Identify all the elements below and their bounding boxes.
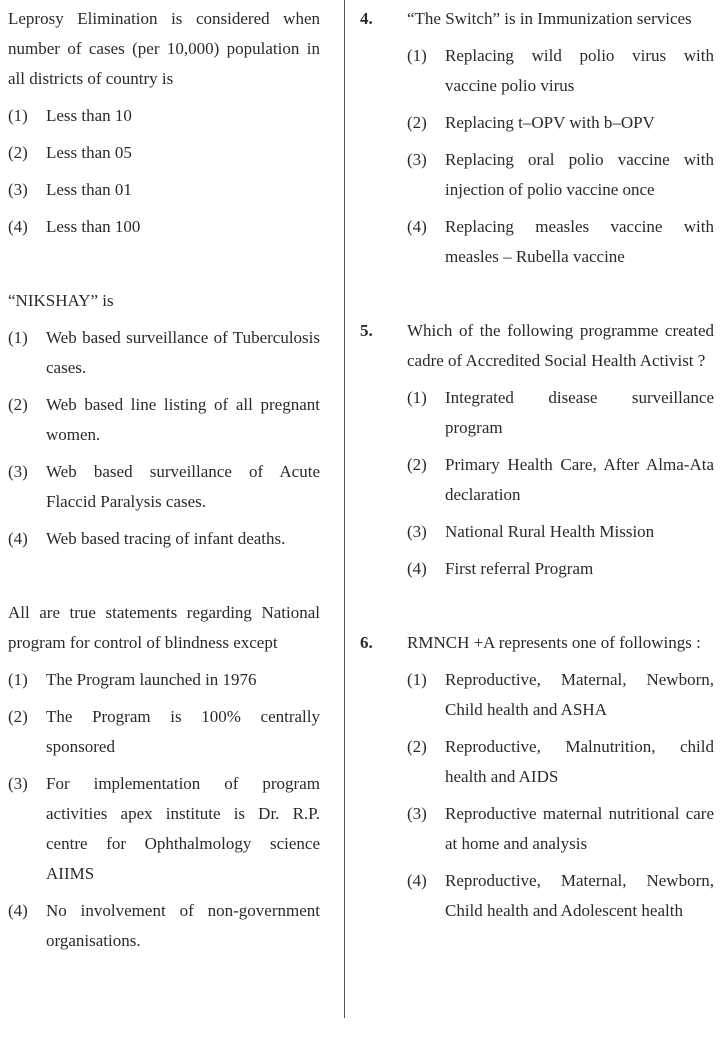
option-text: Reproductive, Malnutrition, child health and AIDS [445,737,714,786]
option-number: (3) [407,522,427,541]
option-2 [8,390,320,450]
question-text: RMNCH +A represents one of followings : [407,633,701,652]
option-2 [407,732,714,792]
option-text: Reproductive maternal nutritional care at home and analysis [445,804,714,853]
question-text: Which of the following programme created cadre of Accredited Social Health Activist ? [407,321,714,370]
option-4 [407,212,714,272]
option-text: Replacing oral polio vaccine with injection of polio vaccine once [445,150,714,199]
option-text: Replacing t–OPV with b–OPV [445,113,655,132]
question-text: All are true statements regarding National program for control of blindness except [8,603,320,652]
option-number: (1) [8,328,28,347]
option-3 [8,769,320,889]
option-number: (3) [8,774,28,793]
option-3 [407,799,714,859]
option-number: (4) [407,559,427,578]
question-6 [360,628,714,926]
option-1 [407,41,714,101]
option-3 [8,175,320,205]
option-number: (2) [8,395,28,414]
option-text: Less than 10 [46,106,132,125]
question-number: 6. [360,633,373,652]
option-number: (1) [8,106,28,125]
option-4 [8,524,320,554]
option-number: (1) [8,670,28,689]
option-text: Less than 05 [46,143,132,162]
option-text: Web based surveillance of Acute Flaccid Paralysis cases. [46,462,320,511]
option-number: (3) [8,180,28,199]
option-number: (3) [8,462,28,481]
left-column [8,4,320,956]
question-2 [8,286,320,554]
question-5 [360,316,714,584]
option-text: Reproductive, Maternal, Newborn, Child health and Adolescent health [445,871,714,920]
option-2 [8,138,320,168]
option-3 [407,145,714,205]
option-4 [8,896,320,956]
option-number: (3) [407,150,427,169]
option-text: Replacing measles vaccine with measles – Rubella vaccine [445,217,714,266]
column-divider [344,0,345,1018]
question-4 [360,4,714,272]
option-text: National Rural Health Mission [445,522,655,541]
option-number: (1) [407,46,427,65]
option-2 [8,702,320,762]
option-4 [407,866,714,926]
option-number: (2) [407,737,427,756]
option-text: The Program launched in 1976 [46,670,257,689]
option-number: (4) [8,529,28,548]
option-number: (4) [8,901,28,920]
option-number: (2) [8,143,28,162]
question-text: “The Switch” is in Immunization services [407,9,692,28]
option-number: (2) [407,455,427,474]
option-text: Replacing wild polio virus with vaccine polio virus [445,46,714,95]
question-3 [8,598,320,956]
option-1 [407,383,714,443]
option-number: (4) [8,217,28,236]
option-number: (4) [407,217,427,236]
option-text: Primary Health Care, After Alma-Ata declaration [445,455,714,504]
question-number: 4. [360,9,373,28]
option-1 [8,323,320,383]
option-number: (4) [407,871,427,890]
option-3 [407,517,714,547]
option-text: Integrated disease surveillance program [445,388,714,437]
right-column [360,4,714,926]
option-text: Reproductive, Maternal, Newborn, Child health and ASHA [445,670,714,719]
option-number: (2) [8,707,28,726]
option-text: Less than 01 [46,180,132,199]
option-1 [407,665,714,725]
question-text: Leprosy Elimination is considered when number of cases (per 10,000) population in all districts of country is [8,9,320,88]
option-4 [8,212,320,242]
question-number: 5. [360,321,373,340]
question-text: “NIKSHAY” is [8,291,114,310]
option-text: Web based line listing of all pregnant women. [46,395,320,444]
option-2 [407,108,714,138]
option-text: Web based tracing of infant deaths. [46,529,286,548]
option-text: Less than 100 [46,217,141,236]
option-text: The Program is 100% centrally sponsored [46,707,320,756]
option-number: (1) [407,670,427,689]
option-text: No involvement of non-government organisations. [46,901,320,950]
option-1 [8,101,320,131]
option-text: Web based surveillance of Tuberculosis cases. [46,328,320,377]
option-number: (2) [407,113,427,132]
option-1 [8,665,320,695]
option-2 [407,450,714,510]
option-4 [407,554,714,584]
option-text: First referral Program [445,559,594,578]
option-number: (3) [407,804,427,823]
option-number: (1) [407,388,427,407]
question-1 [8,4,320,242]
option-text: For implementation of program activities apex institute is Dr. R.P. centre for Ophthalmology science AIIMS [46,774,320,883]
option-3 [8,457,320,517]
